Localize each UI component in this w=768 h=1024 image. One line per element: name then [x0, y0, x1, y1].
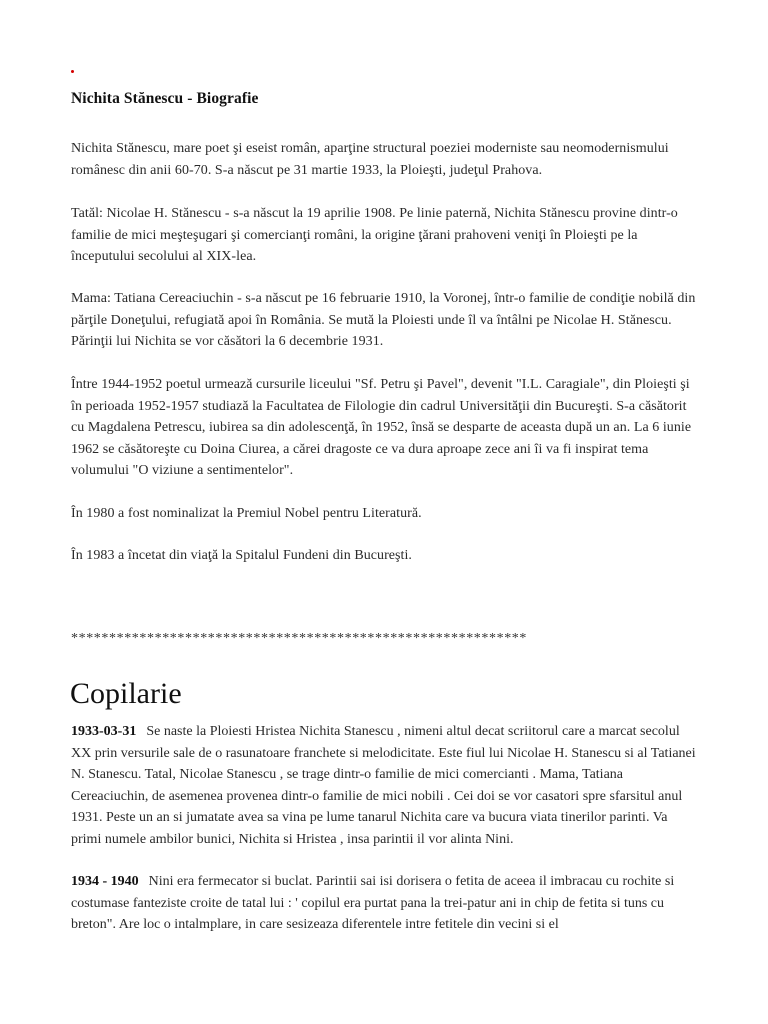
entry-date: 1934 - 1940	[71, 874, 139, 889]
entry-text: Nini era fermecator si buclat. Parintii sai isi dorisera o fetita de aceea il imbracau cu rochite si costumase fanteziste croite de tatal lui : ' copilul era purtat pana la trei-patur ani in chip de fetita si tuns cu breton". Are loc o intalmplare, in care sesizeaza diferentele intre fetitele din vecini si el	[71, 874, 675, 932]
red-marker-dot	[71, 70, 74, 73]
paragraph-mother: Mama: Tatiana Cereaciuchin - s-a născut pe 16 februarie 1910, la Voronej, într-o familie de condiţie nobilă din părţile Doneţului, refugiată apoi în România. Se mută la Ploiesti unde îl va întâlni pe Nicolae H. Stănescu. Părinţii lui Nichita se vor căsători la 6 decembrie 1931.	[71, 291, 696, 349]
paragraph-education: Între 1944-1952 poetul urmează cursurile liceului "Sf. Petru şi Pavel", devenit "I.L. Caragiale", din Ploieşti şi în perioada 1952-1957 studiază la Facultatea de Filologie din cadrul Universităţii din Bucureşti. S-a căsătorit cu Magdalena Petrescu, iubirea sa din adolescenţă, în 1952, însă se desparte de aceasta după un an. La 6 iunie 1962 se căsătoreşte cu Doina Ciurea, a cărei dragoste ce va dura aproape zece ani îi va fi inspirat tema volumului "O viziune a sentimentelor".	[71, 377, 692, 478]
entry-text: Se naste la Ploiesti Hristea Nichita Stanescu , nimeni altul decat scriitorul care a marcat secolul XX prin versurile sale de o rasunatoare franchete si melodicitate. Este fiul lui Nicolae H. Stanescu si al Tatianei N. Stanescu. Tatal, Nicolae Stanescu , se trage dintr-o familie de mici comercianti . Mama, Tatiana Cereaciuchin, de asemenea provenea dintr-o familie de mici nobili . Cei doi se vor casatori spre sfarsitul anul 1931. Peste un an si jumatate avea sa vina pe lume tanarul Nichita care va bucura viata tinerilor parinti. Va primi numele ambilor bunici, Nichita si Hristea , insa parintii il vor alinta Nini.	[71, 724, 696, 847]
timeline-entry	[71, 871, 697, 936]
paragraph-death: În 1983 a încetat din viaţă la Spitalul Fundeni din Bucureşti.	[71, 548, 412, 563]
section-heading: Copilarie	[70, 677, 182, 710]
asterisk-separator: ************************************************************	[71, 631, 527, 646]
entry-date: 1933-03-31	[71, 724, 137, 739]
paragraph-nobel: În 1980 a fost nominalizat la Premiul Nobel pentru Literatură.	[71, 506, 422, 521]
document-title: Nichita Stănescu - Biografie	[71, 90, 259, 107]
paragraph-intro: Nichita Stănescu, mare poet şi eseist român, aparţine structural poeziei moderniste sau neomodernismului românesc din anii 60-70. S-a născut pe 31 martie 1933, la Ploieşti, judeţul Prahova.	[71, 141, 669, 178]
paragraph-father: Tatăl: Nicolae H. Stănescu - s-a născut la 19 aprilie 1908. Pe linie paternă, Nichita Stănescu provine dintr-o familie de mici meşteşugari şi comercianţi români, la origine ţărani prahoveni veniţi în Ploieşti pe la începutului secolului al XIX-lea.	[71, 206, 678, 264]
timeline-entry	[71, 721, 697, 850]
